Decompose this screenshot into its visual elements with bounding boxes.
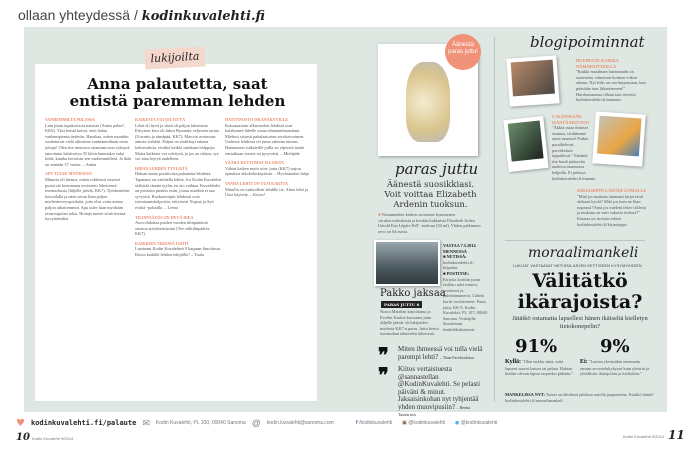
letter-heading: HIDAN LEHDEN TYYLISTÄ [135,165,188,171]
blog-photo-2 [503,116,548,172]
facebook-link[interactable] [356,420,392,426]
letter-heading: VANHEMMILTA PIILOSSA [45,117,96,122]
page-number-right: 11 [668,428,685,442]
letter-text: Aion ehdottaa puolen vuoden tilinpäätöstä omassa työyhteisössäni (Tee välitilinpäätös, KK7). [135,220,211,237]
letter-text: Vähän kaiken myös niin- juttu (KK7) tarjosi ajatuksia alkoholinkäytöstä. – Hyväntuulen lahja [225,165,309,177]
vote-headline: Äänestä suosikkiasi. Voit voittaa Elizabeth Ardenin tuoksun. [384,180,477,210]
twitter-handle: @kodinkuvalehti [460,420,498,426]
mankeli-now [505,392,655,403]
no-answer [580,359,650,377]
letter-text: Minulla on vanhoilleni lehdille tie. Alma lehti ja Uusi käytetty. – Kiitos! [225,186,309,198]
quote-2 [378,363,488,419]
moral-subtitle: LUKIJAT VASTAAVAT NETISSÄ ARJEN EETTISEEN KYSYMYKSEEN [513,264,642,268]
column-divider [494,37,495,402]
blog-heading: HUUHUUIU KAIKKA NÄMÄENITTEILLÄ [576,58,619,69]
letter-heading: VANHA LEHTI ON UUSI KARTTA [225,180,288,186]
tag-lukijoilta: lukijoilta [145,46,206,69]
yes-label: Kyllä: [505,359,521,365]
vote-deadline: VASTAA 7.5.2014 MENNESSÄ [443,243,476,254]
no-text: "Luotan yleensäkin enemmän omaan arvostelukykyyni kuin yleisiin ja ylitällisiin ikärajoihin ja kieltoihin." [580,359,649,377]
letters-column [135,117,221,258]
letters-column [45,117,131,222]
letter-heading: KAIKESTA VOI SELVITYÄ [135,117,186,122]
yes-text: "Olen tarkka siinä, mitä lapseni saavat katsoa tai pelata. Haluan heidän olevan lapsia tarpeeksi pitkään." [505,359,574,377]
footer-social [356,416,497,430]
vote-instructions [443,243,489,333]
winner-badge: PARAS JUTTU 6 [381,301,422,308]
magazine-spread-image [374,240,440,286]
vote-body-text: Vastanneiden kesken arvomme kymmenen citrukorvoinsikasta ja kevään kukkaista Elizabeth Arden Untold Eau Légère EdT -tuoksua (50 ml). Yhden palkinnon arvo on 64 euroa. [378,212,481,234]
folio-mag: Kodin Kuvalehti [622,434,651,439]
letter-heading: VÄÄRÄ KUTTOMAT ILLOISTA [225,160,284,166]
letter-text: Katsomastani alkuvuoden lehdistä osui kolahtanee lähelle omaa elämäntilannettani. Miehesi sairasti pahalaatuisen aivokasvaimen. Uudessa lehdessä oli jutun aiheena tuttuus. Hatunnosto isäkäteille joilla on ylpeyttä tuoda ensiaikaan vuosia tai pysyvästi. – Mielipide [225,122,305,156]
blog-photo-1 [506,55,559,106]
no-label: Ei: [580,359,588,365]
header-site: kodinkuvalehti.fi [141,9,265,24]
vote-post-label: ■ POSTITSE: [443,270,470,276]
folio-right [623,434,664,439]
letter-heading: HATUNNOSTO ISKÄNÄKYVILLE [225,117,289,122]
blog-text: "Äkkiä ostaa ihmiset asuntoa, tiedäämme uutta asuntoa! Putket pasailtelevat, parvekelasit tippuilevat." Emäntä itse huuli pääsevän uudessa asunnossa helpolla. Ei päässyt. kodinkuvalehti.fi/emanta [552,125,596,181]
moral-title: Välitätkö ikärajoista? [517,270,643,313]
vote-post-text: Kirjoita korttiin jutun otsikko sekä nimesi, osoitteesi ja puhelinnumeroi. Lähetä kortti osoitteeseen: Paras juttu, KK 9, Kodin Kuvalehti, PL 107, 00040 Sanoma. Voittajille ilmoitetaan henkilökohtaisesti. [443,276,488,332]
folio-issue: 9/2014 [60,436,74,441]
divider [505,240,645,241]
blog-item [576,58,646,103]
folio-mag: Kodin Kuvalehti [32,436,60,441]
quote-text: Kiitos vertaistuesta @sannastellan @KodinKuvalehti. Se pelasti päiväni & minut. Jaksaisinkohan nyt tyhjentää yhden muuvipusiin? [398,365,481,411]
envelope-icon: ✉ [142,417,150,428]
now-label: MANKELISSA NYT: [505,392,545,397]
paras-juttu-script: paras juttu [395,160,479,178]
blog-heading: KIRJASEPPO LÄHTEE LOMALLE [577,188,647,193]
blog-text: "Mitä jos mukaan ottamani kirjat eivät olekaan hyviä? Mitä jos luen ne liian nopeasti? Entä jos mieleni tekee trilleriä ja mukana on vain vakavia teoksia?" Ilmassa on stressin aikeet. kodinkuvalehti.fi/kirjasieppo [577,193,647,227]
letters-column [225,117,311,198]
vote-badge: Äänestä paras juttu! [445,34,481,70]
heart-icon: ♥ [16,417,25,429]
facebook-handle: /kodinkuvalehti [359,420,393,426]
letter-text: Minusta oli hienoa, miten rohkeasti omaiset pystyivät kertomaan avoimesti läheisensä itsemurhasta (Jäljelle jäävät, KK7). Työskentelen hoitoalalla ja näen aivan liian paljon mielenterveyspotilaita, joita olisi voitu auttaa paljon aikaisemmin. Apu tulee liian myöhään resurssipulan takia. Hoitaja tuntee siinä itsensä kyvyttömäksi. [45,176,130,222]
instagram-icon: ▣ [402,420,409,426]
perfume-bottle [406,62,450,142]
section-header [18,7,265,24]
winner-title: Pakko jaksaa [380,288,446,299]
letter-heading: APU TULEE MYÖHÄSSÄ [45,171,92,177]
vote-net-label: ■ NETISSÄ: [443,254,467,260]
quote-author: – Reetta Tuottarissa [398,404,470,417]
now-text: Tutusi on lähdössä juhliista autolla juopuneena. Estätkö häntä? kodinkuvalehti.fi/moraalimankeli [505,392,654,403]
folio-issue: 9/2014 [651,434,664,439]
folio-left [32,436,73,441]
header-prefix: ollaan yhteydessä / [18,7,138,23]
vote-net-link[interactable]: kodinkuvalehti.fi/ kilpailut. [443,259,474,271]
letter-text: Luettuani Kodin Kuvalehteä 9 kaipaan ilmoitusta. Kiitos kaikille lehden tekijöille! – Tuula [135,246,221,258]
quote-1 [378,343,488,367]
yes-answer [505,359,575,377]
yes-percent: 91% [515,336,558,357]
moral-question: Jätätkö ostamatta lapsellesi hänen ikäiseltä kielletyn tietokonepelin? [512,315,648,330]
letter-text: Luin jutun tupakoivista naisista (Antaa palaa?, KK6). Yksi heistä kertoi, ettei halua vanhempiensa tietävän. Hauskaa, miten muutkin suodattavat vielä aikuisina vanhemmiltaan omia juttuja! Olen itse menossa ottamaan ensi syksynä tatuoinnin häiritsetyn 35 kilon kunniaksi enkä tiedä, kuinka kertoisin sen vanhemmilleni. Ja ikää on sentään 37 vuotta. – Anitta [45,122,131,167]
feedback-url[interactable]: kodinkuvalehti.fi/palaute [30,419,137,427]
blog-item [552,114,596,181]
letter-heading: TILINPÄÄTÖS ON HYVÄ IDEA [135,214,194,220]
quote-text: Miten ihmeessä voi tulla vielä parempi lehti? [398,345,483,361]
at-icon: @ [251,418,261,428]
letter-heading: KAIKKIEN TEKEMÄ LEHTI [135,240,189,246]
footer-contacts [16,416,334,430]
vote-body: ■ Vastanneiden kesken arvomme kymmenen citrukorvoinsikasta ja kevään kukkaista Elizabeth Arden Untold Eau Légère EdT -tuoksua (50 ml). Yhden palkinnon arvo on 64 euroa. [378,212,481,234]
blog-heading: U ISÄNSKÄÄN ISÄNTÄ MUUTOO [552,114,590,125]
letter-text: Lehti oli hyvä ja siinä oli paljon lukemista. Erityisen kiva oli lukea Byzantin veljesten tarina (Uuvuttu ja rämäpää, KK7). Marcon avoimuus ainoaa viehätti. Paljon on sisältänyt takana kokemuksia, eivätkä kaikki suinkaan helppoja. Mutta kaikesta voi selvitytä, ja jos on tahtoa, syy voi aina löytyä uudelleen. [135,122,220,162]
quote-icon: ❞ [378,343,389,367]
postal-address: Kodin Kuvalehti, PL 100, 00040 Sanoma [155,420,246,426]
quote-author: – Tiina Facebookissa [439,354,474,360]
quote-icon: ❞ [378,363,389,387]
email-address[interactable]: kodin.kuvalehti@sanoma.com [266,420,334,426]
letter-text: Haluan antaa positiivista palautetta lehdestä. Tapanani on vaihdella lehtiä. Jos Kodin Kuvalehti säilyttää tämän tyylin, en aio vaihtaa. Kuvalehdet on pirstottu pieniin osiin, joissa asioihin ei saa syvyyttä. Ruokareseptit lehdessä ovat toteuttamiskelpoisia, erityisesti Nopsat ja Syö eväitä -palstalla. – Leena [135,171,221,210]
instagram-handle: @kodinkuvalehti [408,420,446,426]
no-percent: 9% [600,336,630,357]
blog-picks-script: blogipoiminnat [530,33,645,51]
blog-item [577,188,647,227]
moral-script: moraalimankeli [528,245,639,261]
twitter-link[interactable] [455,420,497,426]
twitter-icon: ◼ [455,420,461,426]
facebook-icon: f [356,420,360,426]
page-number-left: 10 [16,432,30,443]
instagram-link[interactable] [402,420,445,426]
blog-text: "Kaikki maailman lastentaudit on sairastettu viimeisen kolmen viikon aikana. Nyt fiilis on sen huipussaan, kun päästään taas liikenteeseen!" Hurrkummassa ollaan taas terveitä. kodinkuvalehti.fi/raanatas [576,69,646,103]
page-title: Anna palautetta, saat entistä paremman lehden [69,75,286,110]
winner-text: Noora Mattilan kirjoittama ja Eveliin Kaskin kuvaama juttu Jäljelle jäävät oli lukijoiden mielestä KK7:n paras. Juttu kertoi itsemurhan tehneiden läheisistä. [380,309,439,337]
blog-photo-3 [592,111,646,166]
